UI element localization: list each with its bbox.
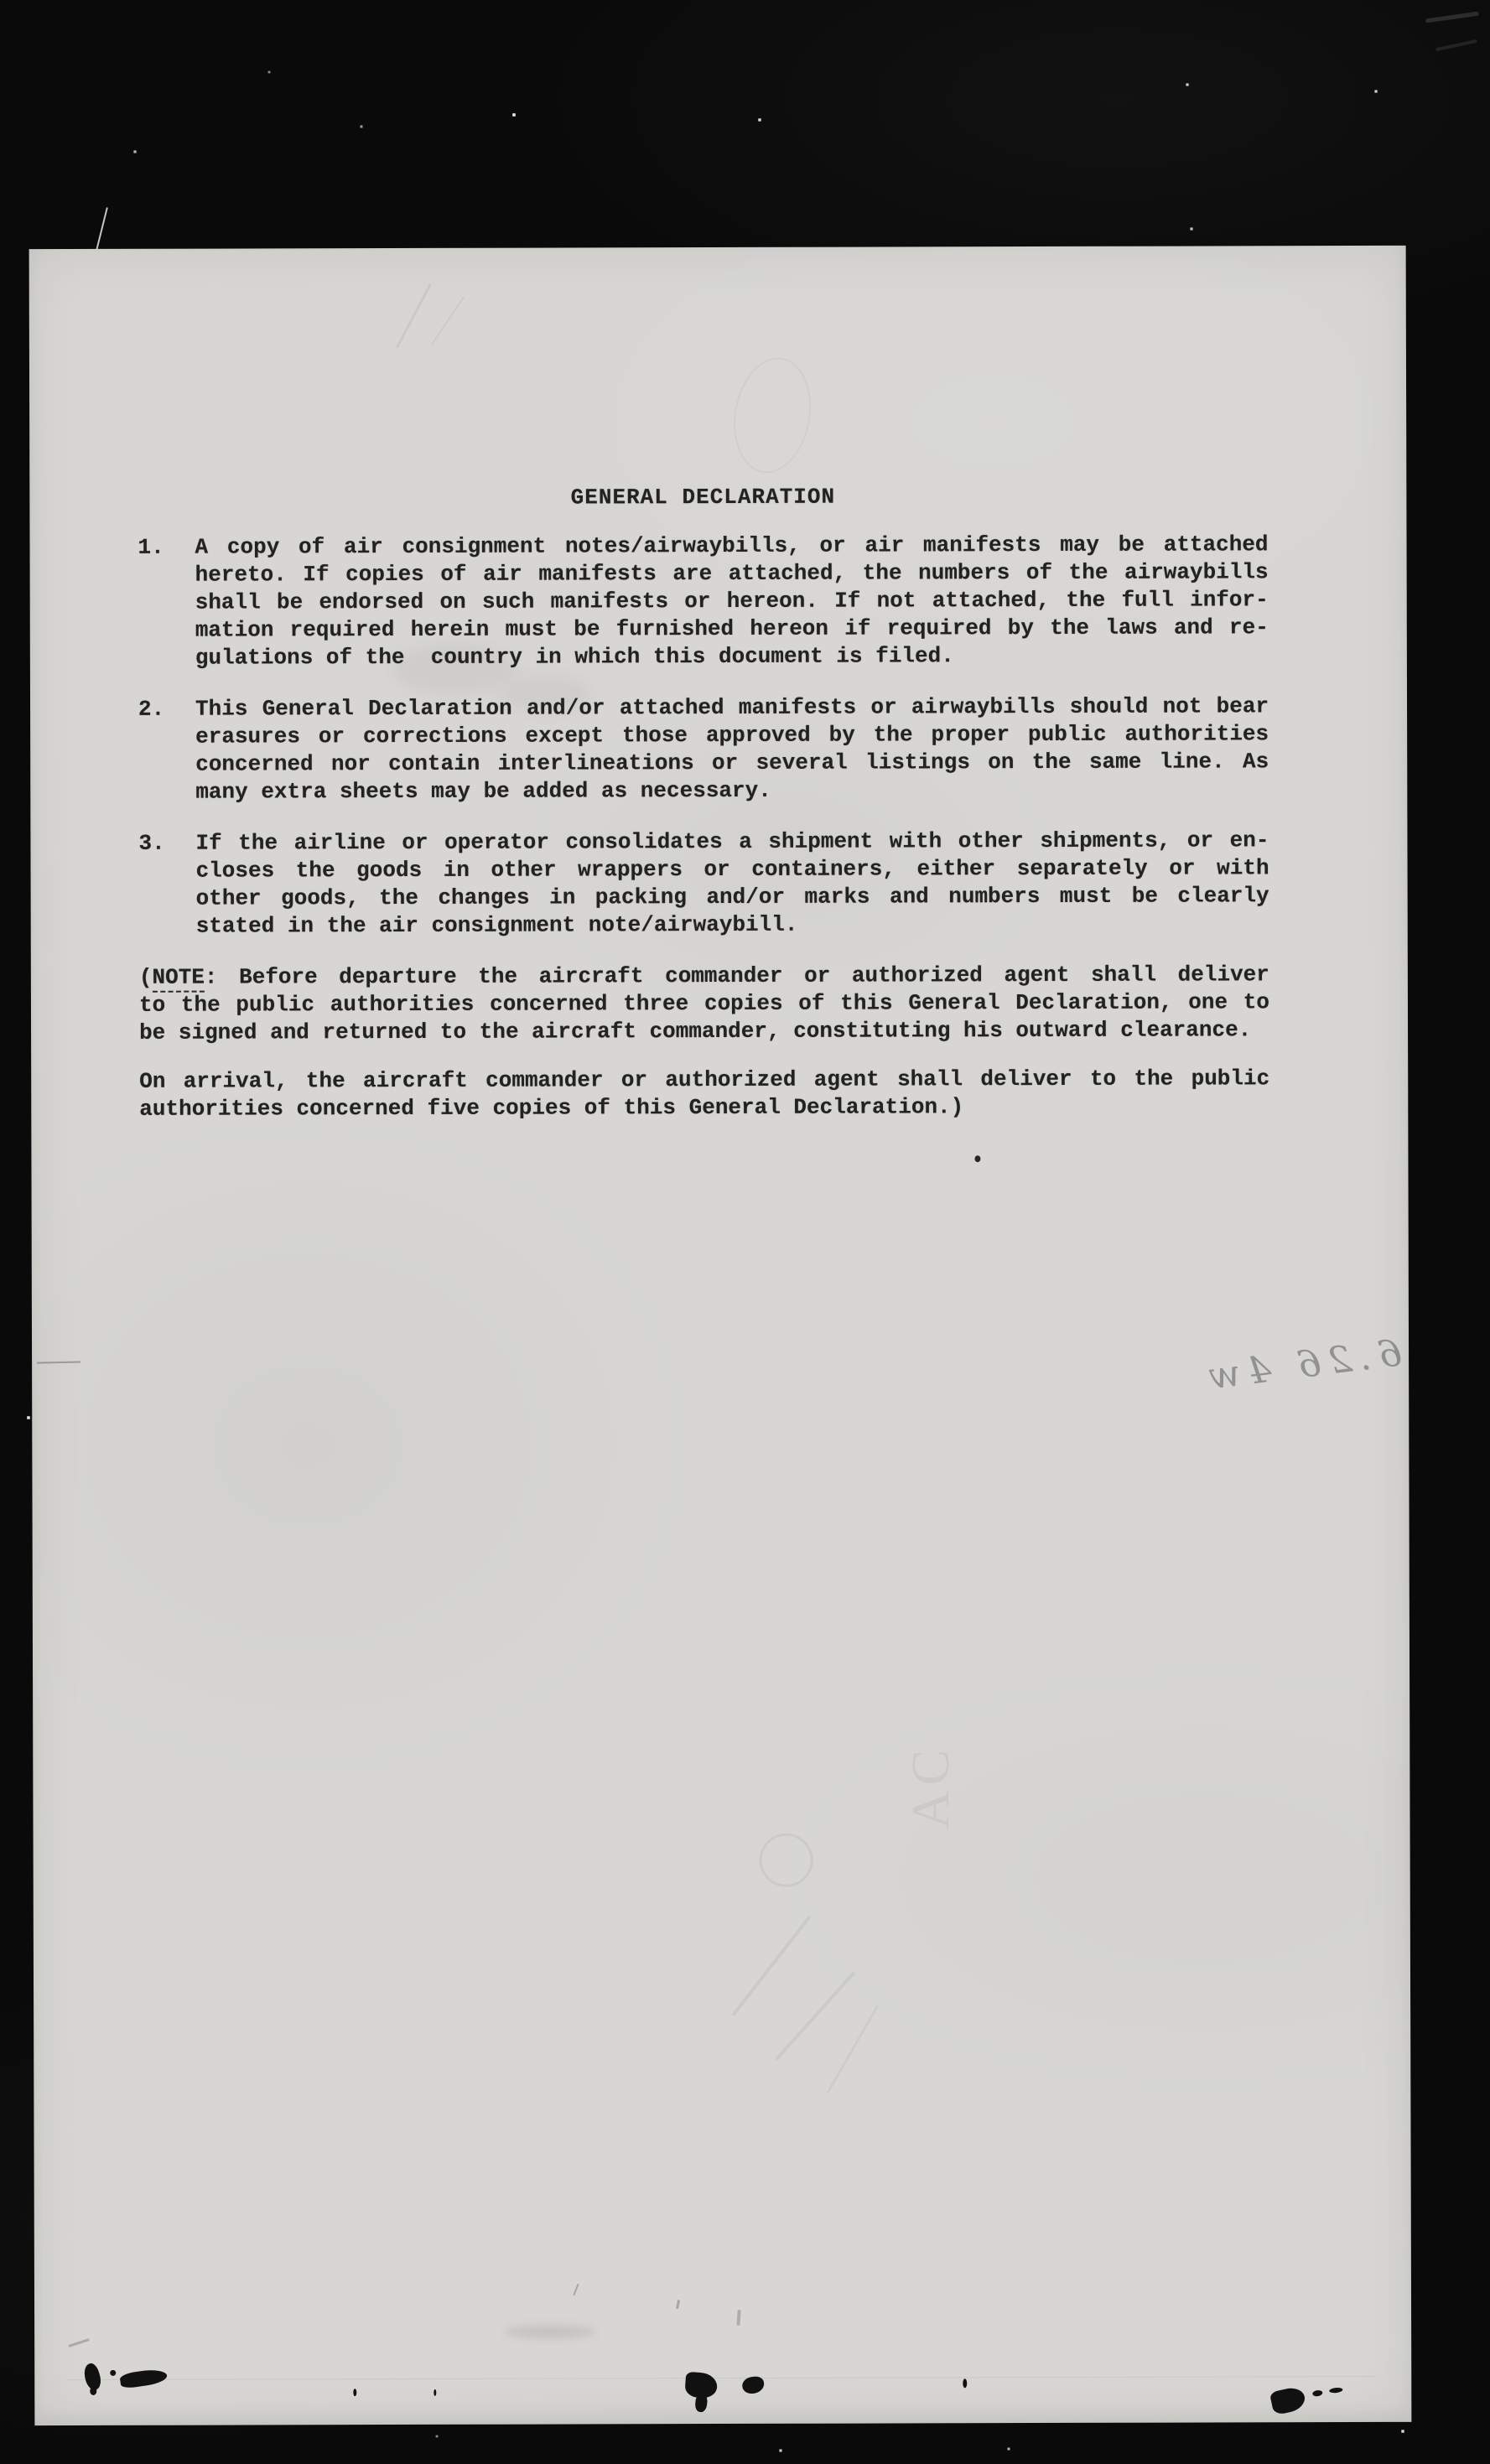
paragraph-number: 1. — [138, 534, 164, 560]
text-line: authorities concerned five copies of this General Declaration.) — [139, 1094, 964, 1122]
bleed-through-letters: AC — [900, 1744, 960, 1829]
bleed-through-mark — [827, 2005, 879, 2094]
pencil-tick — [736, 2310, 740, 2326]
bleed-through-mark — [725, 351, 819, 479]
note-open-paren: ( — [138, 964, 153, 990]
closing-paragraph — [139, 1065, 1269, 1123]
ink-blot — [1329, 2387, 1343, 2394]
text-line: mation required herein must be furnished hereon if required by the laws and re- — [195, 615, 1269, 643]
text-line: other goods, the changes in packing and/or marks and numbers must be clearly — [195, 883, 1269, 911]
ink-blot — [1269, 2385, 1307, 2415]
ink-speck — [974, 1155, 980, 1162]
ink-blot — [353, 2389, 356, 2396]
ink-blot — [1312, 2389, 1323, 2397]
ink-blot — [434, 2389, 436, 2396]
text-line: erasures or corrections except those approved by the proper public authorities — [195, 721, 1269, 750]
pencil-tick — [676, 2300, 680, 2309]
ink-blot — [90, 2387, 96, 2395]
ink-blot — [963, 2378, 967, 2388]
text-line: If the airline or operator consolidates a shipment with other shipments, or en- — [195, 827, 1269, 856]
document-page — [29, 246, 1412, 2425]
ink-blot — [119, 2368, 168, 2389]
note-label: NOTE — [152, 965, 205, 993]
numbered-paragraph — [138, 531, 1268, 672]
text-line: shall be endorsed on such manifests or hereon. If not attached, the full infor- — [195, 587, 1269, 615]
bleed-through-mark — [396, 283, 432, 348]
note-lines — [139, 988, 1269, 1047]
ink-blot — [741, 2376, 765, 2395]
note-first-line — [139, 961, 1269, 992]
text-line: closes the goods in other wrappers or containers, either separately or with — [195, 855, 1269, 884]
numbered-paragraph — [138, 693, 1269, 807]
numbered-paragraphs — [138, 531, 1269, 941]
text-line: This General Declaration and/or attached manifests or airwaybills should not bear — [195, 693, 1269, 722]
bleed-through-stamp — [760, 1834, 813, 1887]
handwritten-annotation: 6.26 4w — [1198, 1331, 1404, 1399]
text-line: On arrival, the aircraft commander or authorized agent shall deliver to the public — [139, 1066, 1270, 1094]
text-line: to the public authorities concerned three copies of this General Declaration, one to — [138, 989, 1270, 1018]
text-line: hereto. If copies of air manifests are attached, the numbers of the airwaybills — [195, 559, 1269, 588]
ink-blot — [110, 2370, 116, 2376]
text-line: many extra sheets may be added as necessary. — [195, 777, 771, 805]
note-first-line-text: : Before departure the aircraft commander or authorized agent shall deliver — [204, 962, 1269, 990]
paragraph-number: 3. — [138, 830, 165, 856]
crease-line — [68, 2376, 1376, 2380]
scan-streak — [1435, 39, 1477, 51]
document-title: GENERAL DECLARATION — [570, 484, 836, 511]
scan-streak — [1425, 12, 1479, 23]
numbered-paragraph — [138, 827, 1269, 941]
ink-blot — [694, 2393, 708, 2412]
dust-specks — [0, 0, 2, 2]
pencil-tick — [573, 2284, 579, 2296]
crease-line — [37, 1362, 80, 1364]
pencil-tick — [68, 2338, 90, 2347]
note-paragraph — [139, 961, 1269, 1047]
text-line: be signed and returned to the aircraft commander, constituting his outward clearance. — [139, 1017, 1252, 1045]
text-line: stated in the air consignment note/airwaybill. — [195, 911, 798, 939]
bleed-through-mark — [731, 1915, 811, 2016]
text-line: A copy of air consignment notes/airwaybills, or air manifests may be attached — [195, 532, 1269, 560]
smudge-mark — [504, 2325, 596, 2338]
text-line: gulations of the country in which this document is filed. — [195, 643, 954, 671]
bleed-through-mark — [431, 296, 465, 345]
paragraph-number: 2. — [138, 696, 165, 722]
typewritten-text-block — [138, 483, 1269, 1123]
bleed-through-mark — [775, 1971, 855, 2061]
text-line: concerned nor contain interlineations or several listings on the same line. As — [195, 749, 1269, 777]
